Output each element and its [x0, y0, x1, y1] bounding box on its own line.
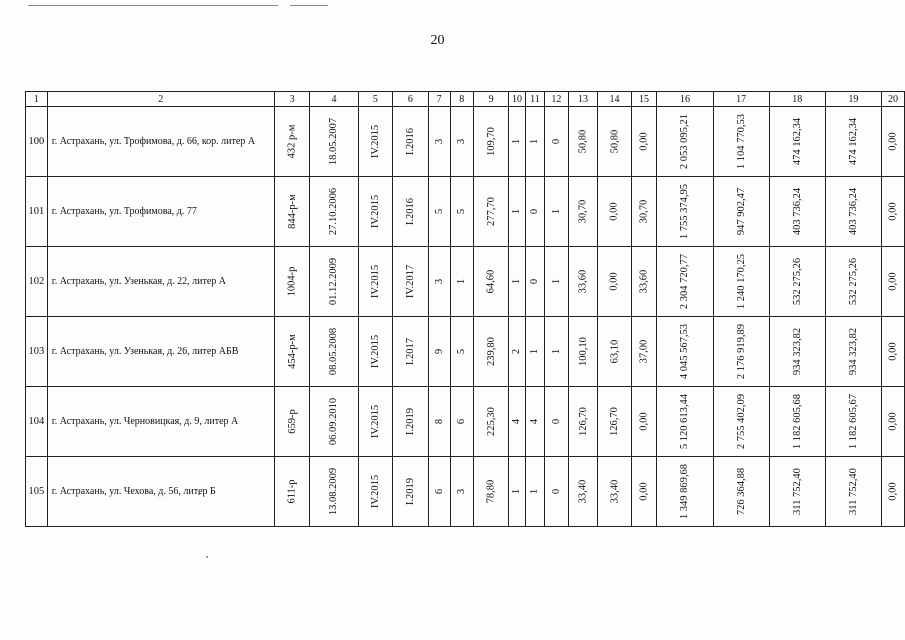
cell-address: [47, 247, 274, 317]
col-11-text: 1: [529, 348, 541, 355]
col-7-text: 5: [433, 208, 445, 215]
column-number: 11: [525, 92, 544, 107]
cell-stage-start: [358, 317, 392, 387]
cell-col-13: [568, 387, 598, 457]
cell-col-7: [428, 457, 450, 527]
column-number: 19: [825, 92, 881, 107]
col-13-text: 100,10: [577, 337, 589, 366]
cell-area: [473, 387, 508, 457]
cell-col-12: [545, 457, 568, 527]
cell-stage-start: [358, 107, 392, 177]
cell-address: [47, 457, 274, 527]
cell-col-14: [598, 107, 631, 177]
col-12-text: 1: [550, 278, 562, 285]
area-text: 277,70: [485, 197, 497, 226]
col-18-text: 532 275,26: [791, 257, 803, 306]
col-14-text: 0,00: [608, 272, 620, 291]
cell-col-20: [881, 247, 904, 317]
total-cost-text: 5 120 613,44: [679, 393, 691, 450]
cell-col-20: [881, 317, 904, 387]
cell-col-10: [509, 107, 525, 177]
column-number: 17: [713, 92, 769, 107]
column-number: 8: [450, 92, 473, 107]
cell-stage-end: [393, 457, 429, 527]
row-number-text: 102: [28, 276, 45, 287]
col-7-text: 3: [433, 278, 445, 285]
cell-col-17: [713, 107, 769, 177]
cell-col-20: [881, 107, 904, 177]
cell-col-7: [428, 247, 450, 317]
total-cost-text: 1 755 374,95: [679, 183, 691, 240]
col-12-text: 0: [550, 138, 562, 145]
cell-address: [47, 177, 274, 247]
total-cost-text: 1 349 869,68: [679, 463, 691, 520]
col-8-text: 3: [456, 488, 468, 495]
cell-col-17: [713, 247, 769, 317]
cell-address: [47, 107, 274, 177]
decree-date-text: 06.09.2010: [328, 397, 340, 446]
stage-end-text: IV.2017: [404, 264, 416, 299]
cell-row-number: [26, 457, 48, 527]
cell-decree-date: [310, 107, 358, 177]
cell-total-cost: [657, 107, 713, 177]
cell-col-18: [769, 247, 825, 317]
cell-col-15: [631, 457, 657, 527]
cell-stage-start: [358, 177, 392, 247]
cell-col-17: [713, 387, 769, 457]
cell-stage-start: [358, 457, 392, 527]
cell-col-14: [598, 317, 631, 387]
stage-start-text: IV.2015: [369, 124, 381, 159]
col-20-text: 0,00: [887, 202, 899, 221]
cell-row-number: [26, 317, 48, 387]
cell-col-10: [509, 177, 525, 247]
col-8-text: 5: [456, 208, 468, 215]
cell-col-10: [509, 457, 525, 527]
cell-col-17: [713, 177, 769, 247]
cell-col-13: [568, 177, 598, 247]
area-text: 225,30: [485, 407, 497, 436]
column-number: 20: [881, 92, 904, 107]
area-text: 239,80: [485, 337, 497, 366]
col-12-text: 1: [550, 348, 562, 355]
cell-area: [473, 317, 508, 387]
cell-decree-number: [274, 457, 310, 527]
col-18-text: 1 182 605,68: [791, 393, 803, 450]
col-14-text: 126,70: [608, 407, 620, 436]
col-18-text: 934 323,82: [791, 327, 803, 376]
address-text: г. Астрахань, ул. Трофимова, д. 66, кор. литер А: [51, 136, 256, 147]
col-8-text: 3: [456, 138, 468, 145]
cell-col-7: [428, 177, 450, 247]
col-20-text: 0,00: [887, 482, 899, 501]
cell-col-20: [881, 177, 904, 247]
cell-col-19: [825, 457, 881, 527]
column-number: 2: [47, 92, 274, 107]
cell-col-14: [598, 387, 631, 457]
decree-number-text: 659-р: [286, 409, 298, 434]
col-11-text: 1: [529, 488, 541, 495]
total-cost-text: 2 053 095,21: [679, 113, 691, 170]
cell-decree-number: [274, 177, 310, 247]
col-13-text: 33,60: [577, 269, 589, 294]
cell-stage-start: [358, 387, 392, 457]
col-8-text: 5: [456, 348, 468, 355]
stage-end-text: I.2016: [404, 197, 416, 226]
col-11-text: 1: [529, 138, 541, 145]
cell-col-7: [428, 387, 450, 457]
stage-end-text: I.2019: [404, 477, 416, 506]
area-text: 78,80: [485, 479, 497, 504]
col-10-text: 1: [511, 138, 523, 145]
col-19-text: 1 182 605,67: [847, 393, 859, 450]
cell-col-19: [825, 177, 881, 247]
cell-col-18: [769, 177, 825, 247]
register-table: [25, 91, 905, 527]
col-13-text: 126,70: [577, 407, 589, 436]
col-19-text: 934 323,82: [847, 327, 859, 376]
cell-col-11: [525, 317, 544, 387]
column-number: 16: [657, 92, 713, 107]
cell-col-15: [631, 317, 657, 387]
cell-col-10: [509, 317, 525, 387]
col-10-text: 2: [511, 348, 523, 355]
stage-start-text: IV.2015: [369, 404, 381, 439]
address-text: г. Астрахань, ул. Черновицкая, д. 9, литер А: [51, 416, 239, 427]
col-12-text: 0: [550, 488, 562, 495]
row-number-text: 105: [28, 486, 45, 497]
cell-col-11: [525, 457, 544, 527]
cell-col-13: [568, 247, 598, 317]
col-8-text: 1: [456, 278, 468, 285]
stage-end-text: I.2019: [404, 407, 416, 436]
cell-area: [473, 247, 508, 317]
cell-col-12: [545, 107, 568, 177]
cell-col-14: [598, 457, 631, 527]
col-17-text: 1 104 770,53: [735, 113, 747, 170]
cell-col-8: [450, 177, 473, 247]
col-15-text: 37,00: [638, 339, 650, 364]
col-17-text: 947 902,47: [735, 187, 747, 236]
column-number: 3: [274, 92, 310, 107]
cell-col-15: [631, 247, 657, 317]
cell-decree-number: [274, 107, 310, 177]
address-text: г. Астрахань, ул. Узенькая, д. 22, литер А: [51, 276, 227, 287]
cell-stage-end: [393, 387, 429, 457]
col-14-text: 50,80: [608, 129, 620, 154]
column-number: 6: [393, 92, 429, 107]
stage-start-text: IV.2015: [369, 264, 381, 299]
table-row: [26, 107, 905, 177]
col-10-text: 1: [511, 488, 523, 495]
col-13-text: 50,80: [577, 129, 589, 154]
cell-decree-date: [310, 457, 358, 527]
col-20-text: 0,00: [887, 272, 899, 291]
decree-number-text: 844-р-м: [286, 194, 298, 229]
column-number: 14: [598, 92, 631, 107]
column-number: 7: [428, 92, 450, 107]
cell-stage-start: [358, 247, 392, 317]
decree-number-text: 454-р-м: [286, 334, 298, 369]
decree-date-text: 08.05.2008: [328, 327, 340, 376]
col-12-text: 0: [550, 418, 562, 425]
col-7-text: 9: [433, 348, 445, 355]
col-11-text: 0: [529, 278, 541, 285]
cell-col-20: [881, 387, 904, 457]
cell-decree-date: [310, 247, 358, 317]
column-number: 18: [769, 92, 825, 107]
address-text: г. Астрахань, ул. Узенькая, д. 26, литер АБВ: [51, 346, 239, 357]
cell-row-number: [26, 177, 48, 247]
cell-row-number: [26, 387, 48, 457]
cell-col-13: [568, 107, 598, 177]
cell-col-8: [450, 247, 473, 317]
cell-decree-number: [274, 317, 310, 387]
col-18-text: 311 752,40: [791, 468, 803, 515]
area-text: 64,60: [485, 269, 497, 294]
col-7-text: 3: [433, 138, 445, 145]
decree-date-text: 13.08.2009: [328, 467, 340, 516]
cell-col-15: [631, 387, 657, 457]
cell-col-19: [825, 107, 881, 177]
col-20-text: 0,00: [887, 132, 899, 151]
cell-col-14: [598, 177, 631, 247]
cell-col-18: [769, 457, 825, 527]
col-18-text: 403 736,24: [791, 187, 803, 236]
col-7-text: 8: [433, 418, 445, 425]
cell-total-cost: [657, 317, 713, 387]
scan-dust: [206, 556, 208, 558]
col-13-text: 33,40: [577, 479, 589, 504]
column-number: 1: [26, 92, 48, 107]
cell-stage-end: [393, 107, 429, 177]
cell-col-13: [568, 457, 598, 527]
col-14-text: 33,40: [608, 479, 620, 504]
cell-col-11: [525, 247, 544, 317]
col-12-text: 1: [550, 208, 562, 215]
cell-col-20: [881, 457, 904, 527]
cell-col-12: [545, 317, 568, 387]
row-number-text: 104: [28, 416, 45, 427]
col-7-text: 6: [433, 488, 445, 495]
col-20-text: 0,00: [887, 412, 899, 431]
table-row: [26, 457, 905, 527]
cell-col-7: [428, 317, 450, 387]
stage-start-text: IV.2015: [369, 474, 381, 509]
cell-col-8: [450, 387, 473, 457]
cell-area: [473, 457, 508, 527]
cell-col-8: [450, 317, 473, 387]
col-17-text: 2 176 919,89: [735, 323, 747, 380]
stage-start-text: IV.2015: [369, 334, 381, 369]
cell-decree-date: [310, 177, 358, 247]
column-number: 9: [473, 92, 508, 107]
column-number: 13: [568, 92, 598, 107]
cell-total-cost: [657, 387, 713, 457]
col-20-text: 0,00: [887, 342, 899, 361]
column-number: 12: [545, 92, 568, 107]
cell-row-number: [26, 247, 48, 317]
cell-col-14: [598, 247, 631, 317]
stage-start-text: IV.2015: [369, 194, 381, 229]
row-number-text: 101: [28, 206, 45, 217]
col-15-text: 33,60: [638, 269, 650, 294]
cell-address: [47, 317, 274, 387]
decree-number-text: 1004-р: [286, 266, 298, 297]
col-15-text: 0,00: [638, 412, 650, 431]
col-17-text: 726 364,88: [735, 467, 747, 516]
table-row: [26, 387, 905, 457]
col-11-text: 0: [529, 208, 541, 215]
col-10-text: 1: [511, 278, 523, 285]
decree-date-text: 01.12.2009: [328, 257, 340, 306]
cell-col-8: [450, 107, 473, 177]
cell-col-11: [525, 107, 544, 177]
cell-decree-date: [310, 387, 358, 457]
column-number: 10: [509, 92, 525, 107]
cell-col-11: [525, 387, 544, 457]
cell-area: [473, 107, 508, 177]
col-14-text: 0,00: [608, 202, 620, 221]
cell-col-12: [545, 247, 568, 317]
col-19-text: 532 275,26: [847, 257, 859, 306]
col-14-text: 63,10: [608, 339, 620, 364]
col-15-text: 0,00: [638, 482, 650, 501]
cell-col-10: [509, 247, 525, 317]
scan-mark-top-short: [290, 5, 328, 6]
stage-end-text: I.2017: [404, 337, 416, 366]
column-number: 4: [310, 92, 358, 107]
col-10-text: 1: [511, 208, 523, 215]
col-17-text: 1 240 170,25: [735, 253, 747, 310]
cell-col-17: [713, 457, 769, 527]
col-19-text: 474 162,34: [847, 117, 859, 166]
cell-col-7: [428, 107, 450, 177]
col-19-text: 403 736,24: [847, 187, 859, 236]
table-row: [26, 247, 905, 317]
cell-col-8: [450, 457, 473, 527]
cell-row-number: [26, 107, 48, 177]
cell-decree-date: [310, 317, 358, 387]
cell-area: [473, 177, 508, 247]
scan-mark-top: [28, 5, 278, 6]
col-15-text: 0,00: [638, 132, 650, 151]
cell-address: [47, 387, 274, 457]
col-11-text: 4: [529, 418, 541, 425]
cell-stage-end: [393, 177, 429, 247]
cell-col-19: [825, 317, 881, 387]
decree-date-text: 18.05.2007: [328, 117, 340, 166]
decree-date-text: 27.10.2006: [328, 187, 340, 236]
table-row: [26, 317, 905, 387]
cell-total-cost: [657, 457, 713, 527]
cell-col-17: [713, 317, 769, 387]
cell-stage-end: [393, 247, 429, 317]
address-text: г. Астрахань, ул. Трофимова, д. 77: [51, 206, 197, 217]
cell-col-10: [509, 387, 525, 457]
col-10-text: 4: [511, 418, 523, 425]
column-number: 15: [631, 92, 657, 107]
cell-col-19: [825, 387, 881, 457]
decree-number-text: 432 р-м: [286, 124, 298, 159]
col-13-text: 30,70: [577, 199, 589, 224]
cell-col-13: [568, 317, 598, 387]
cell-col-18: [769, 317, 825, 387]
cell-total-cost: [657, 247, 713, 317]
col-18-text: 474 162,34: [791, 117, 803, 166]
page-number: 20: [430, 33, 445, 48]
cell-col-18: [769, 107, 825, 177]
total-cost-text: 4 045 567,53: [679, 323, 691, 380]
total-cost-text: 2 304 720,77: [679, 253, 691, 310]
row-number-text: 100: [28, 136, 45, 147]
column-number: 5: [358, 92, 392, 107]
cell-col-15: [631, 107, 657, 177]
stage-end-text: I.2016: [404, 127, 416, 156]
cell-col-12: [545, 387, 568, 457]
col-15-text: 30,70: [638, 199, 650, 224]
cell-decree-number: [274, 387, 310, 457]
address-text: г. Астрахань, ул. Чехова, д. 56, литер Б: [51, 486, 216, 497]
cell-col-11: [525, 177, 544, 247]
col-19-text: 311 752,40: [847, 468, 859, 515]
cell-col-19: [825, 247, 881, 317]
table-row: [26, 177, 905, 247]
cell-total-cost: [657, 177, 713, 247]
column-number-row: [26, 92, 905, 107]
decree-number-text: 611-р: [286, 479, 298, 504]
cell-decree-number: [274, 247, 310, 317]
cell-col-18: [769, 387, 825, 457]
cell-col-12: [545, 177, 568, 247]
col-17-text: 2 755 402,09: [735, 393, 747, 450]
row-number-text: 103: [28, 346, 45, 357]
col-8-text: 6: [456, 418, 468, 425]
cell-stage-end: [393, 317, 429, 387]
area-text: 109,70: [485, 127, 497, 156]
cell-col-15: [631, 177, 657, 247]
